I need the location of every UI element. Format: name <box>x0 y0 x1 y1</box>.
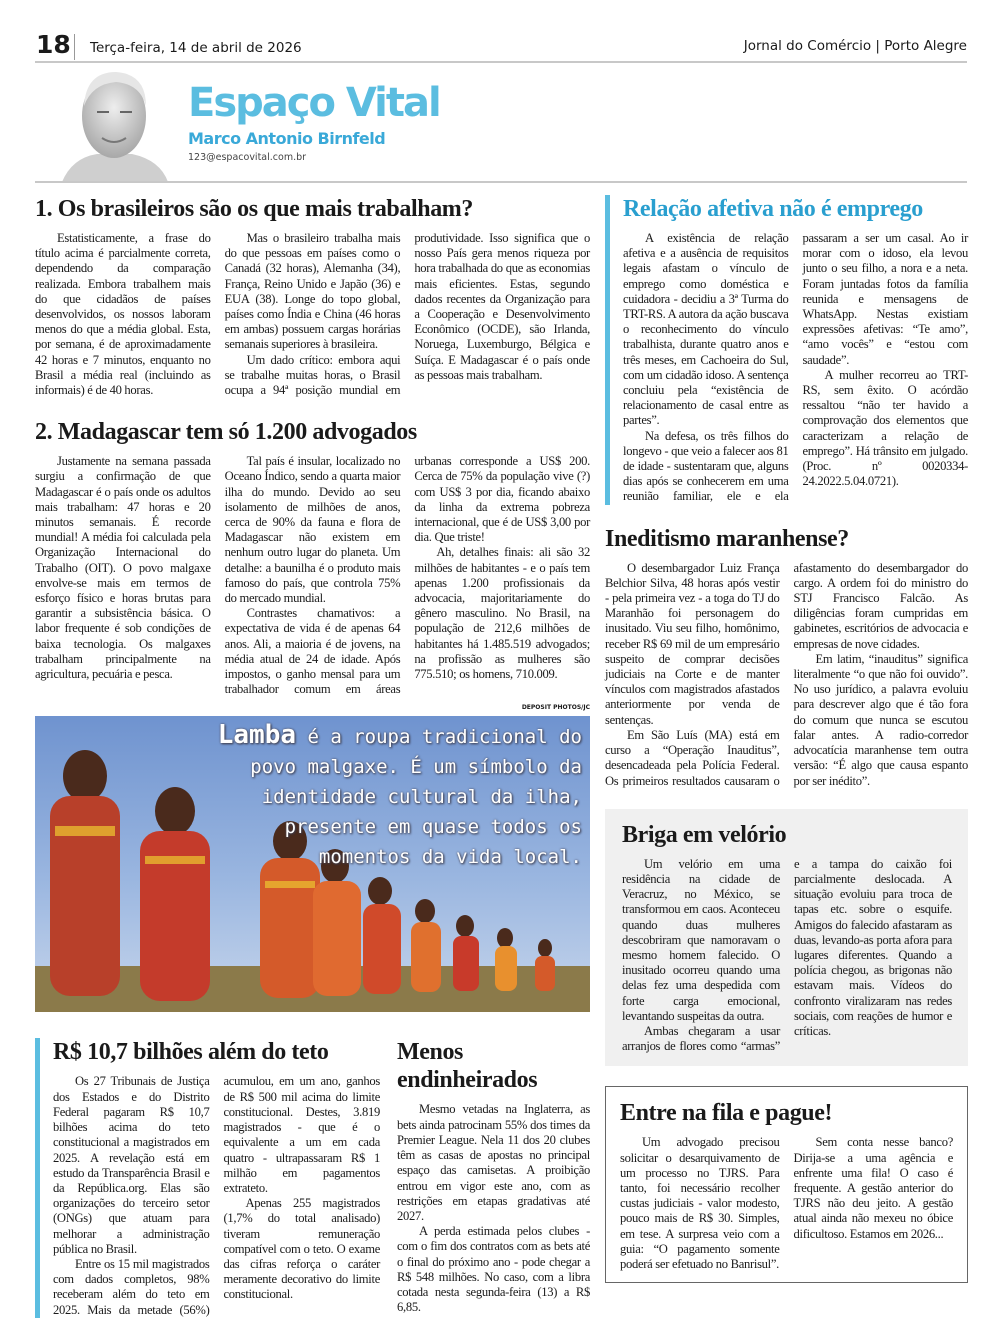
caption-text: é a roupa tradicional do povo malgaxe. É um símbolo da identidade cultural da ilha, presente em quase todos os momentos da vida local. <box>250 726 582 869</box>
article-4 <box>397 1038 590 1317</box>
paragraph: Entre os 15 mil magistrados com dados completos, 98% receberam além do teto em 2025. Mais da metade (56%) acumulou, em um ano, ganhos de R$ 500 mil acima do limite constitucional. Destes, 3.819 magistrados - que é o equivalente a um em cada quatro - ultrapassaram R$ 1 milhão em pagamentos extrateto. <box>53 1074 380 1317</box>
paragraph: Um velório em uma residência na cidade de Veracruz, no México, se transformou em caos. Aconteceu quando duas mulheres descobriram que namoravam o mesmo homem falecido. O inusitado ocorreu quando uma delas fez uma despedida com forte carga emocional, levantando suspeitas da outra. <box>622 856 780 1023</box>
article-8-box <box>605 1086 968 1283</box>
paragraph: Em latim, “inauditus” significa literalmente “o que não foi ouvido”. No uso jurídico, a palavra evoluiu para descrever algo que é tão fora do comum que nunca se escutou falar antes. A radio-corredor advocatícia maranhense tem outra versão: “É algo que causa espanto por ser inédito”. <box>793 651 968 788</box>
photo-malagasy-women <box>35 716 590 1012</box>
paragraph: O desembargador Luiz França Belchior Silva, 48 horas após vestir - pela primeira vez - a toga do TJ do Maranhão foi personagem do inusitado. Viu seu filho, homônimo, receber R$ 69 mil de um empresário suspeito de comprar decisões judiciais na Corte e de manter vínculos com magistrados afastados anteriormente por venda de sentenças. <box>605 560 780 727</box>
caption-lead: Lamba <box>217 720 297 751</box>
paragraph: A mulher recorreu ao TRT-RS, sem êxito. O acórdão ressaltou “não ter havido a comprovação dos elementos que caracterizam a relação de emprego”. Há trânsito em julgado. (Proc. nº 0020334-24.2022.5.04.0721). <box>802 367 968 489</box>
paragraph: A perda estimada pelos clubes - com o fim dos contratos com as bets até o final do próximo ano - pode chegar a R$ 548 milhões. No caso, com a libra cotada nesta segunda-feira (13) a R$ 6,85. <box>397 1224 590 1315</box>
paragraph: A existência de relação afetiva e a ausência de requisitos legais afastam o vínculo de emprego como doméstica e cuidadora - decidiu a 3ª Turma do TRT-RS. A autora da ação buscava o reconhecimento do vínculo trabalhista, durante quatro anos e três meses, em Cachoeira do Sul, com um cidadão idoso. A sentença concluiu pela “existência de relacionamento de casal entre as partes”. <box>623 231 789 428</box>
article-1 <box>35 195 590 398</box>
article-8-title: Entre na fila e pague! <box>620 1100 833 1127</box>
left-column <box>35 195 590 1318</box>
article-3 <box>35 1038 380 1317</box>
bottom-row <box>35 1038 590 1317</box>
article-5-title: Relação afetiva não é emprego <box>623 196 923 222</box>
paragraph: Um advogado precisou solicitar o desarquivamento de um processo no TJRS. Para tanto, foi necessário recolher custas judiciais - valor modesto, pouco mais de R$ 30. Simples, em tese. A surpresa veio com a guia: “O pagamento somente poderá ser efetuado no Banrisul”. <box>620 1135 780 1271</box>
paragraph: Ambas chegaram a usar arranjos de flores como “armas” e a tampa do caixão foi parcialmente deslocada. A situação evoluiu para troca de tapas etc. sobre o esquife. Amigos do falecido afastaram as duas, levando-as porta afora para lugares diferentes. Quando a polícia chegou, as brigonas não estavam mais. Vídeos do confronto viralizaram nas redes sociais, com reações de humor e críticas. <box>622 856 952 1054</box>
column-title: Espaço Vital <box>188 80 440 126</box>
paragraph: Apenas 255 magistrados (1,7% do total analisado) tiveram remuneração compatível com o teto. O exame das cifras reforça o caráter meramente decorativo do limite constitucional. <box>223 1196 380 1302</box>
divider <box>35 181 967 183</box>
paragraph: Mas o brasileiro trabalha mais do que pessoas em países como o Canadá (32 horas), Alemanha (34), França, Reino Unido e Japão (36) e EUA (38). Longe do topo global, países como Índia e China (46 horas em ambas) possuem cargas horárias semanais superiores à brasileira. <box>224 231 401 352</box>
article-1-title: 1. Os brasileiros são os que mais trabalham? <box>35 196 473 222</box>
photo-credit: DEPOSIT PHOTOS/JC <box>521 704 590 712</box>
paragraph: Na defesa, os três filhos do longevo - que veio a falecer aos 81 de idade - sustentaram que, alguns dias após se conhecerem em uma reunião familiar, ele e ela passaram a ser um casal. Ao ir morar com o idoso, ela levou junto o seu filho, a nora e a neta. Foram juntadas fotos da família reunida e mensagens de WhatsApp. Nestas existiam expressões afetivas: “Te amo”, “amo vocês” e “estou com saudade”. <box>623 231 968 504</box>
paragraph: Justamente na semana passada surgiu a confirmação de que Madagascar é o país onde os adultos mais trabalham: 47 horas e 20 minutos semanais. É recorde mundial! A média foi calculada pela Organização Internacional do Trabalho (OIT). O povo malgaxe envolve-se mais em termos de esforço físico e horas brutas para garantir a subsistência básica. O labor frequente é sob condições de baixa tecnologia. Os malgaxes trabalham principalmente na agricultura, pecuária e pesca. <box>35 454 211 682</box>
page-number: 18 <box>36 30 71 59</box>
article-7-box <box>605 809 968 1067</box>
paragraph: Tal país é insular, localizado no Oceano Índico, sendo a quarta maior ilha do mundo. Devido ao seu isolamento de milhões de anos, cerca de 90% da fauna e flora de Madagascar não existem em nenhum outro lugar do planeta. Um detalhe: a baunilha é o produto mais famoso do país, que controla 75% do mercado mundial. <box>224 454 401 606</box>
article-1-body <box>35 231 590 398</box>
article-7-body <box>622 857 952 1055</box>
columnist-email[interactable]: 123@espacovital.com.br <box>188 152 307 163</box>
article-2-body <box>35 454 590 697</box>
paragraph: Um dado crítico: embora aqui se trabalhe muitas horas, o Brasil ocupa a 94ª posição mundial em produtividade. Isso significa que o nosso País gera menos riqueza por hora trabalhada do que as economias mais eficientes. Estas, segundo dados recentes da Organização para a Cooperação e Desenvolvimento Econômico (OCDE), são Irlanda, Noruega, Luxemburgo, Bélgica e Suíça. E Madagascar é o país onde as pessoas mais trabalham. <box>224 231 590 398</box>
paragraph: Em São Luís (MA) está em curso a “Operação Inauditus”, desencadeada pela Polícia Federal. Os primeiros resultados causaram o afastamento do desembargador do cargo. A ordem foi do ministro do STJ Francisco Falcão. As diligências foram cumpridas em gabinetes, escritórios de advocacia e empresas de nove cidades. <box>605 560 968 788</box>
newspaper-name: Jornal do Comércio | Porto Alegre <box>743 38 967 54</box>
divider <box>74 34 75 60</box>
paragraph: Mesmo vetadas na Inglaterra, as bets ainda patrocinam 55% dos times da Premier League. Nela 11 dos 20 clubes têm as casas de apostas no principal espaço das camisetas. A proibição entrou em vigor este ano, com as restrições em etapas gradativas até 2027. <box>397 1102 590 1223</box>
paragraph: Contrastes chamativos: a expectativa de vida é de apenas 64 anos. Ali, a maioria é de jovens, na média atual de 24 de idade. Após impostos, o ganho mensal para um trabalhador comum em áreas urbanas corresponde a US$ 200. Cerca de 75% da população vive (?) com US$ 3 por dia, ficando abaixo da linha da extrema pobreza internacional, que é de US$ 3,00 por dia. Que triste! <box>224 454 590 697</box>
article-4-title: Menos endinheirados <box>397 1039 538 1094</box>
article-6-body <box>605 561 968 789</box>
paragraph: Ah, detalhes finais: ali são 32 milhões de habitantes - e o país tem apenas 1.200 profissionais da advocacia, majoritariamente do gênero masculino. No Brasil, na população de 212,6 milhões de habitantes há 1.485.519 advogados; na profissão as mulheres são 775.510; os homens, 710.009. <box>414 545 590 682</box>
edition-date: Terça-feira, 14 de abril de 2026 <box>90 40 302 56</box>
article-4-body <box>397 1102 590 1315</box>
divider <box>35 61 967 63</box>
right-column <box>605 195 968 1283</box>
paragraph: Sem conta nesse banco? Dirija-se a uma agência e enfrente uma fila! O caso é frequente. A gestão anterior do TJRS não deu jeito. A gestão atual ainda não mexeu no óbice dificultoso. Estamos em 2026... <box>793 1135 953 1241</box>
article-7-title: Briga em velório <box>622 821 787 848</box>
article-3-title: R$ 10,7 bilhões além do teto <box>53 1039 329 1066</box>
article-2-title: 2. Madagascar tem só 1.200 advogados <box>35 419 417 446</box>
article-5 <box>605 195 968 505</box>
article-6-title: Ineditismo maranhense? <box>605 525 849 552</box>
paragraph: Os 27 Tribunais de Justiça dos Estados e do Distrito Federal pagaram R$ 10,7 bilhões acima do teto constitucional a magistrados em 2025. A revelação está em estudo da Transparência Brasil e da República.org. Elas são organizações do terceiro setor (ONGs) que atuam para melhorar a administração pública no Brasil. <box>53 1074 210 1256</box>
paragraph: Estatisticamente, a frase do título acima é parcialmente correta, dependendo da comparação realizada. Embora trabalhem mais do que cidadãos de países desenvolvidos, os nossos laboram menos do que a média global. Esta, por semana, é de aproximadamente 42 horas e 7 minutos, enquanto no Brasil a média real (incluindo as informais) é de 40 horas. <box>35 231 211 398</box>
article-3-body <box>53 1074 380 1317</box>
photo-caption <box>212 720 582 872</box>
article-6 <box>605 525 968 789</box>
article-8-body <box>620 1135 953 1272</box>
article-5-body <box>623 231 968 505</box>
columnist-name: Marco Antonio Birnfeld <box>188 129 386 148</box>
article-2 <box>35 418 590 697</box>
columnist-portrait <box>62 66 168 182</box>
